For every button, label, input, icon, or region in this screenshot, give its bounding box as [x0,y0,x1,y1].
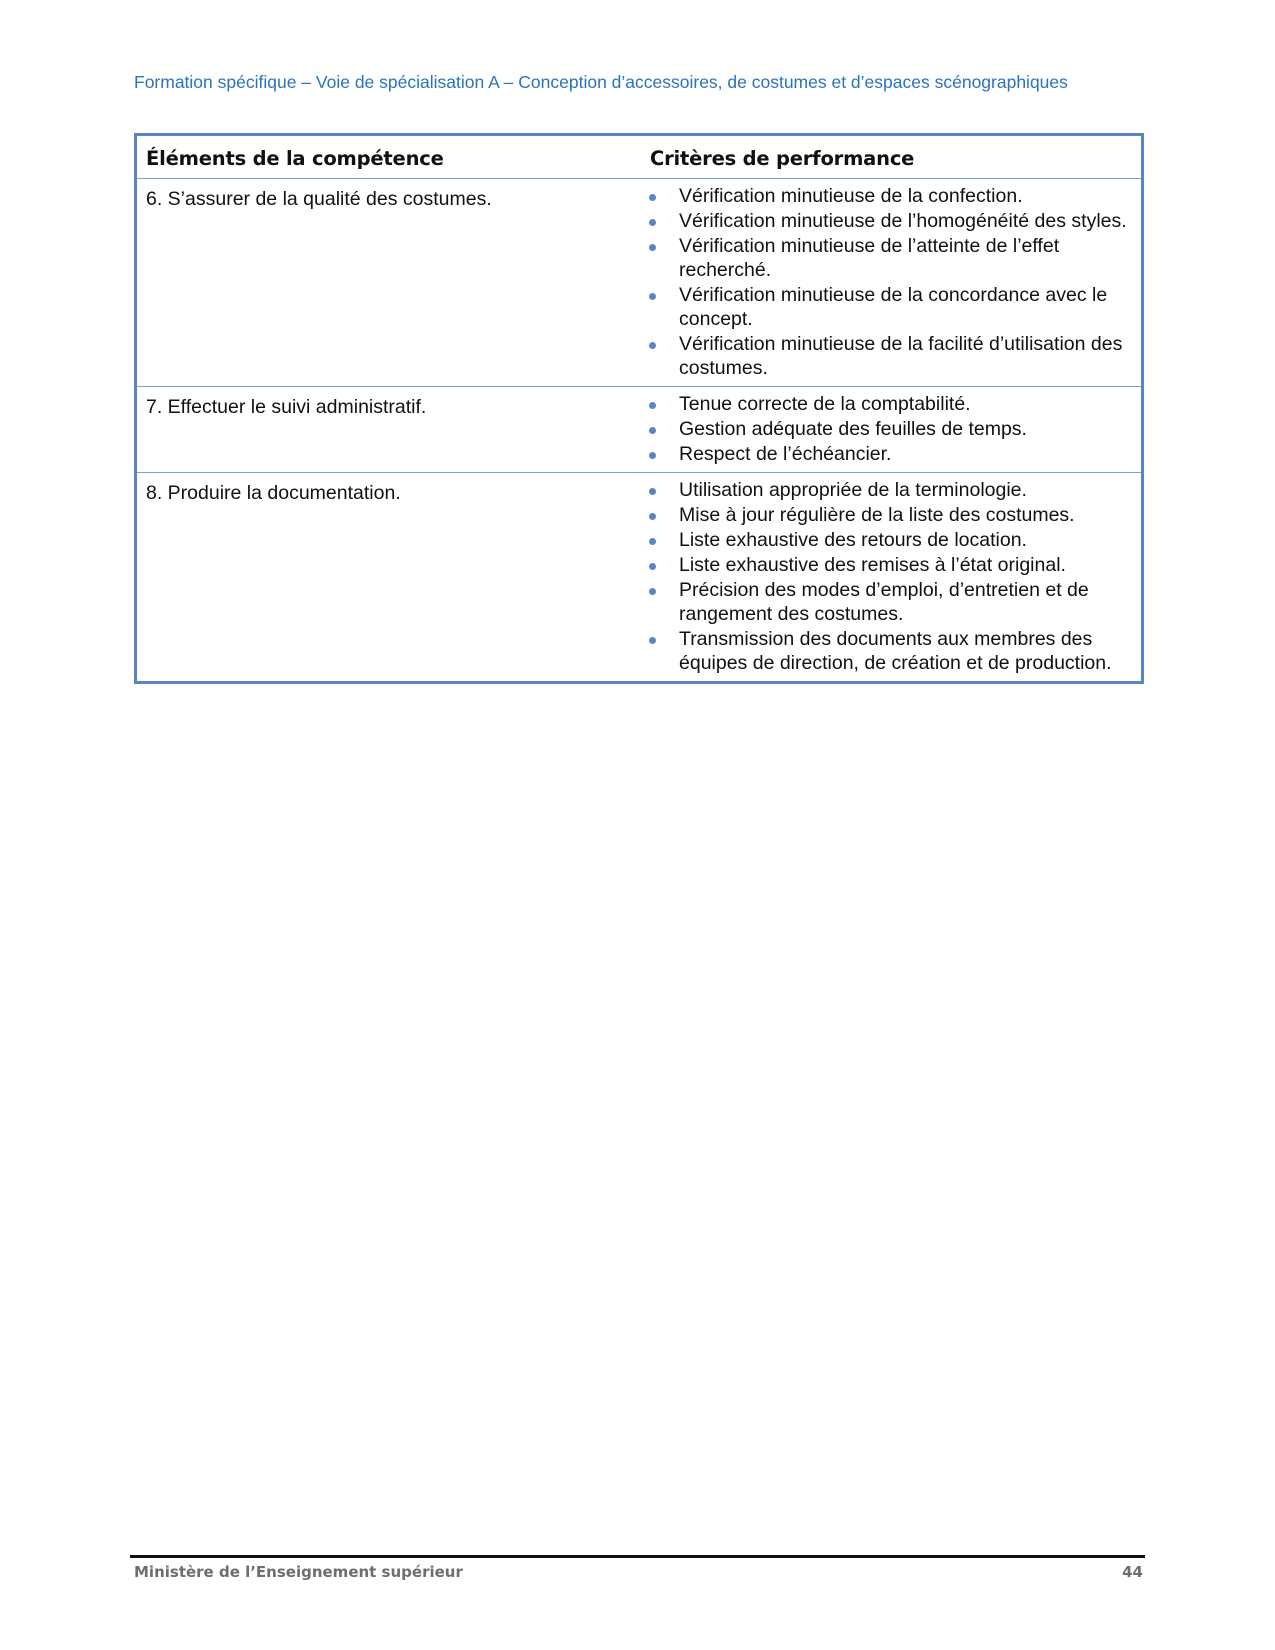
bullet-icon [649,219,656,226]
bullet-icon [649,637,656,644]
criteria-item: Utilisation appropriée de la terminologie. [641,478,1133,502]
element-cell: 8. Produire la documentation. [136,473,642,683]
criteria-item: Précision des modes d’emploi, d’entretien et de rangement des costumes. [641,578,1133,626]
table-row [136,387,1143,473]
criteria-cell [641,473,1143,683]
column-header-elements: Éléments de la compétence [136,135,642,179]
bullet-icon [649,588,656,595]
bullet-icon [649,293,656,300]
bullet-icon [649,563,656,570]
criteria-list [641,392,1133,466]
criteria-item: Gestion adéquate des feuilles de temps. [641,417,1133,441]
page-number: 44 [1122,1563,1143,1581]
criteria-item: Vérification minutieuse de l’homogénéité des styles. [641,209,1133,233]
element-cell: 6. S’assurer de la qualité des costumes. [136,179,642,387]
criteria-item: Vérification minutieuse de la facilité d’utilisation des costumes. [641,332,1133,380]
table-header-row [136,135,1143,179]
bullet-icon [649,402,656,409]
criteria-cell [641,387,1143,473]
bullet-icon [649,342,656,349]
bullet-icon [649,194,656,201]
criteria-item: Vérification minutieuse de la concordance avec le concept. [641,283,1133,331]
footer-divider [130,1555,1145,1558]
bullet-icon [649,513,656,520]
criteria-item: Tenue correcte de la comptabilité. [641,392,1133,416]
criteria-cell [641,179,1143,387]
bullet-icon [649,488,656,495]
footer-ministry: Ministère de l’Enseignement supérieur [134,1563,463,1581]
criteria-item: Vérification minutieuse de la confection. [641,184,1133,208]
criteria-list [641,478,1133,675]
criteria-item: Transmission des documents aux membres des équipes de direction, de création et de production. [641,627,1133,675]
criteria-item: Liste exhaustive des retours de location. [641,528,1133,552]
column-header-criteria: Critères de performance [641,135,1143,179]
running-header: Formation spécifique – Voie de spécialisation A – Conception d’accessoires, de costumes et d’espaces scénographiques [134,72,1068,92]
element-cell: 7. Effectuer le suivi administratif. [136,387,642,473]
bullet-icon [649,244,656,251]
criteria-list [641,184,1133,380]
criteria-item: Vérification minutieuse de l’atteinte de l’effet recherché. [641,234,1133,282]
criteria-item: Mise à jour régulière de la liste des costumes. [641,503,1133,527]
competence-table [134,133,1144,684]
bullet-icon [649,452,656,459]
criteria-item: Liste exhaustive des remises à l’état original. [641,553,1133,577]
table-row [136,473,1143,683]
bullet-icon [649,538,656,545]
criteria-item: Respect de l’échéancier. [641,442,1133,466]
table-row [136,179,1143,387]
bullet-icon [649,427,656,434]
